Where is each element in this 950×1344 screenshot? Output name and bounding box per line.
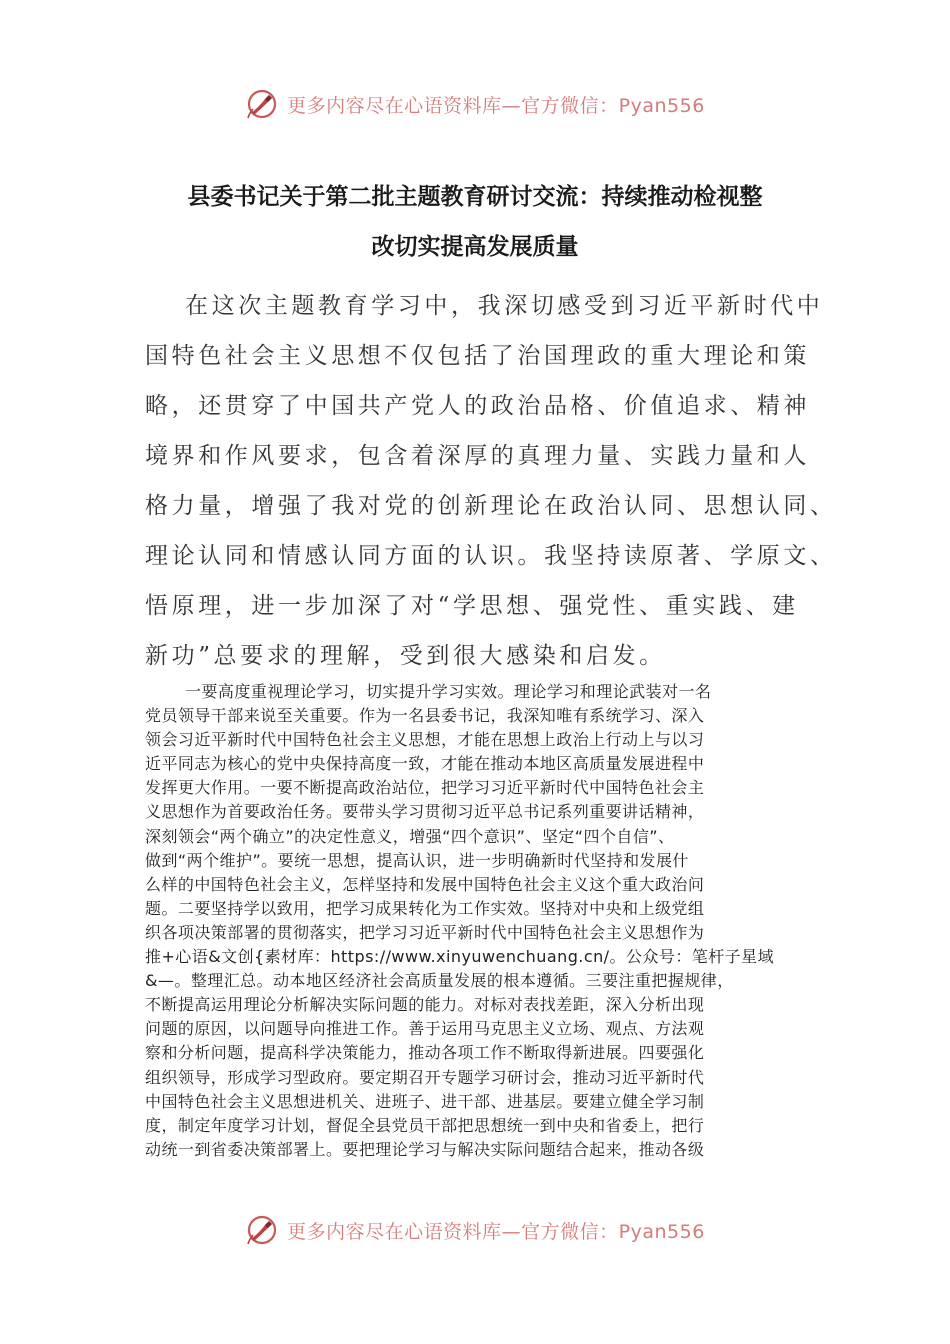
header-banner-text: 更多内容尽在心语资料库—官方微信：Pyan556 — [287, 94, 705, 117]
body-line: 发挥更大作用。一要不断提高政治站位，把学习习近平新时代中国特色社会主 — [145, 778, 705, 798]
body-line: 织各项决策部署的贯彻落实，把学习习近平新时代中国特色社会主义思想作为 — [145, 922, 705, 942]
footer-banner-text: 更多内容尽在心语资料库—官方微信：Pyan556 — [287, 1220, 705, 1243]
intro-line: 略，还贯穿了中国共产党人的政治品格、价值追求、精神 — [145, 393, 810, 419]
intro-line: 国特色社会主义思想不仅包括了治国理政的重大理论和策 — [145, 343, 810, 369]
title-line: 县委书记关于第二批主题教育研讨交流：持续推动检视整 — [187, 184, 763, 210]
intro-paragraph — [145, 281, 837, 681]
intro-line: 新功”总要求的理解，受到很大感染和启发。 — [145, 643, 666, 669]
body-line: 组织领导，形成学习型政府。要定期召开专题学习研讨会，推动习近平新时代 — [145, 1067, 705, 1087]
title-line: 改切实提高发展质量 — [371, 234, 579, 260]
intro-line: 在这次主题教育学习中，我深切感受到习近平新时代中 — [185, 293, 824, 319]
body-line: 推+心语&文创{素材库：https://www.xinyuwenchuang.cn/。公众号：笔杆子星域 — [145, 947, 775, 967]
header-banner — [0, 84, 950, 124]
pen-nib-logo-icon — [245, 87, 279, 121]
body-line: 义思想作为首要政治任务。要带头学习贯彻习近平总书记系列重要讲话精神， — [145, 802, 705, 822]
body-line: 一要高度重视理论学习，切实提升学习实效。理论学习和理论武装对一名 — [185, 682, 712, 701]
document-title — [120, 172, 830, 272]
body-line: 中国特色社会主义思想进机关、进班子、进干部、进基层。要建立健全学习制 — [145, 1091, 705, 1111]
body-line: 题。二要坚持学以致用，把学习成果转化为工作实效。坚持对中央和上级党组 — [145, 898, 705, 918]
body-line: 领会习近平新时代中国特色社会主义思想，才能在思想上政治上行动上与以习 — [145, 730, 705, 750]
intro-line: 悟原理，进一步加深了对“学思想、强党性、重实践、建 — [145, 593, 799, 619]
body-line: 么样的中国特色社会主义，怎样坚持和发展中国特色社会主义这个重大政治问 — [145, 874, 705, 894]
body-line: 不断提高运用理论分析解决实际问题的能力。对标对表找差距，深入分析出现 — [145, 995, 705, 1015]
intro-line: 理论认同和情感认同方面的认识。我坚持读原著、学原文、 — [145, 543, 837, 569]
intro-line: 境界和作风要求，包含着深厚的真理力量、实践力量和人 — [145, 443, 810, 469]
body-paragraph — [145, 680, 825, 1162]
intro-line: 格力量，增强了我对党的创新理论在政治认同、思想认同、 — [145, 493, 837, 519]
body-line: 近平同志为核心的党中央保持高度一致，才能在推动本地区高质量发展进程中 — [145, 754, 705, 774]
body-line: 察和分析问题，提高科学决策能力，推动各项工作不断取得新进展。四要强化 — [145, 1043, 705, 1063]
body-line: 深刻领会“两个确立”的决定性意义，增强“四个意识”、坚定“四个自信”、 — [145, 826, 675, 846]
body-line: 度，制定年度学习计划，督促全县党员干部把思想统一到中央和省委上，把行 — [145, 1115, 705, 1135]
body-line: 问题的原因，以问题导向推进工作。善于运用马克思主义立场、观点、方法观 — [145, 1019, 705, 1039]
body-line: 做到“两个维护”。要统一思想，提高认识，进一步明确新时代坚持和发展什 — [145, 850, 689, 870]
body-line: 动统一到省委决策部署上。要把理论学习与解决实际问题结合起来，推动各级 — [145, 1139, 705, 1159]
pen-nib-logo-icon — [245, 1213, 279, 1247]
footer-banner — [0, 1210, 950, 1250]
body-line: 党员领导干部来说至关重要。作为一名县委书记，我深知唯有系统学习、深入 — [145, 706, 705, 726]
body-line: &—。整理汇总。动本地区经济社会高质量发展的根本遵循。三要注重把握规律， — [145, 971, 734, 991]
